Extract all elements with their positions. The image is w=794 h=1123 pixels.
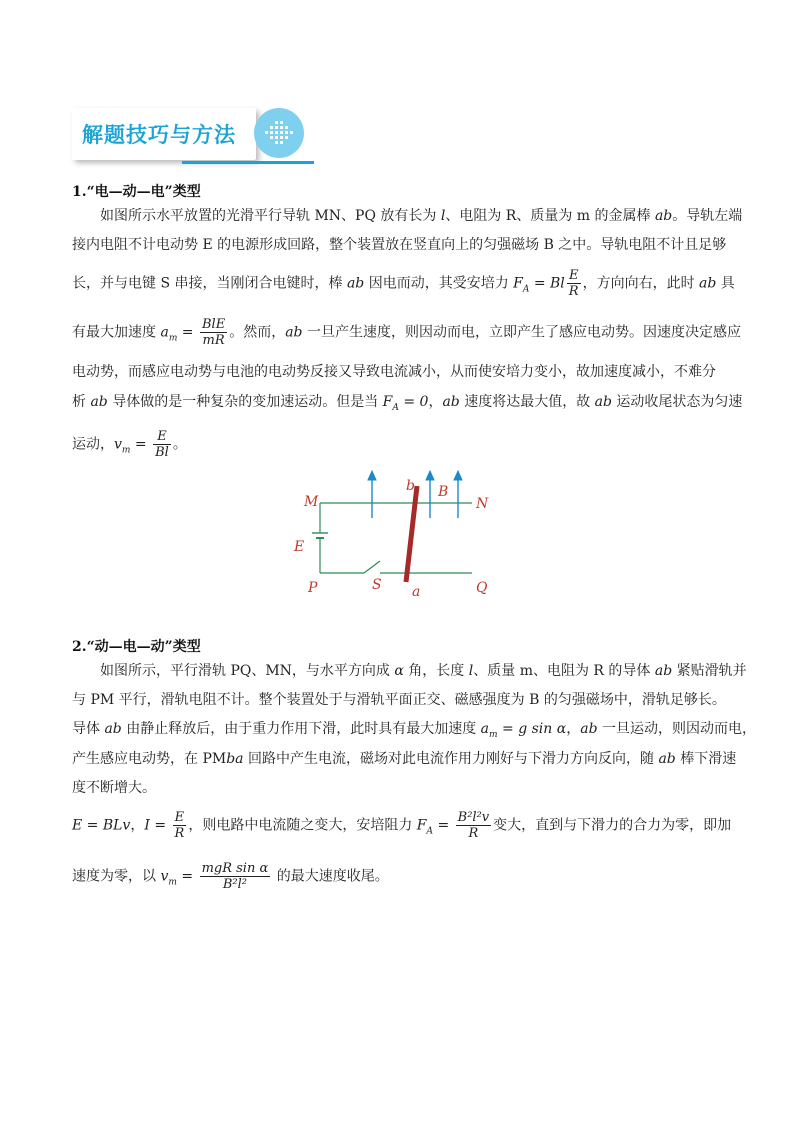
fraction: [200, 317, 227, 348]
s1-line3: [72, 268, 735, 299]
numerator: E: [153, 429, 171, 445]
text: ，: [428, 394, 443, 410]
grid-icon: [254, 108, 304, 158]
banner-underline: [182, 161, 314, 164]
math-var: ab: [658, 751, 676, 767]
math-sub: A: [392, 402, 399, 413]
label-B: B: [438, 484, 449, 500]
field-arrow-head: [454, 471, 462, 480]
fraction: [200, 861, 271, 892]
denominator: Bl: [155, 445, 169, 460]
banner-title: 解题技巧与方法: [82, 123, 236, 147]
text: 因电而动，其受安培力: [364, 275, 514, 292]
math-var: a: [480, 721, 490, 737]
s1-line4: [72, 317, 741, 348]
math-var: ab: [654, 663, 673, 679]
math-var: F: [416, 817, 427, 834]
s1-line2: 接内电阻不计电动势 E 的电源形成回路，整个装置放在竖直向上的匀强磁场 B 之中。导轨电阻不计且足够: [72, 237, 727, 253]
s2-line2: 与 PM 平行，滑轨电阻不计。整个装置处于与滑轨平面正交、磁感强度为 B 的匀强磁场中，滑轨足够长。: [72, 692, 726, 708]
label-b: b: [406, 478, 415, 494]
field-arrow-head: [426, 471, 434, 480]
math-sub: A: [426, 826, 433, 837]
math-var: v: [160, 868, 169, 885]
math-sub: m: [168, 333, 178, 344]
numerator: BlE: [202, 317, 226, 332]
text: 如图所示，平行滑轨 PQ、MN，与水平方向成: [100, 663, 395, 679]
text: ，: [130, 817, 145, 834]
math-var: E = BLv: [72, 817, 131, 834]
label-S: S: [372, 577, 382, 593]
denominator: R: [174, 826, 185, 841]
math-var: F: [513, 275, 523, 292]
fraction: [456, 810, 491, 841]
math-var: v: [114, 436, 122, 453]
math-var: ab: [654, 208, 673, 224]
math-var: ab: [90, 394, 108, 410]
numerator: E: [173, 810, 187, 826]
fraction: [567, 268, 581, 299]
text: 。然而，: [229, 324, 286, 341]
math-var: F: [382, 394, 393, 410]
math-var: l: [440, 208, 446, 224]
math-var: = Bl: [529, 275, 565, 292]
s2-line7: [72, 861, 389, 892]
text: 由静止释放后，由于重力作用下滑，此时具有最大加速度: [121, 721, 481, 737]
math-var: = g sin α: [497, 721, 567, 737]
metal-rod-ab: [406, 486, 417, 582]
s2-line3: [72, 718, 756, 740]
s1-line7: [72, 429, 187, 460]
text: 紧贴滑轨并: [672, 663, 747, 679]
math-sub: m: [489, 729, 498, 740]
text: 回路中产生电流，磁场对此电流作用力刚好与下滑力方向反向，随: [243, 751, 659, 767]
math-var: =: [177, 324, 198, 341]
denominator: B²l²: [222, 877, 247, 892]
text: 产生感应电动势，在 PM: [72, 751, 227, 767]
text: 的最大速度收尾。: [272, 868, 389, 885]
numerator: B²l²v: [457, 810, 490, 825]
text: 、电阻为 R、质量为 m 的金属棒: [445, 208, 655, 224]
math-sub: m: [121, 445, 131, 456]
circuit-diagram: [280, 470, 520, 600]
s1-line1: [72, 205, 742, 225]
label-P: P: [308, 580, 318, 596]
text: 速度为零，以: [72, 868, 161, 885]
math-sub: A: [522, 284, 530, 295]
math-var: ab: [580, 721, 598, 737]
math-sub: m: [168, 877, 177, 888]
denominator: R: [568, 284, 579, 299]
label-Q: Q: [476, 580, 488, 596]
math-var: I =: [144, 817, 171, 834]
banner-box: [72, 108, 256, 160]
s2-line6: [72, 810, 731, 841]
text: 。: [172, 436, 187, 453]
section1-heading: 1.“电—动—电”类型: [72, 184, 201, 200]
denominator: mR: [202, 333, 225, 348]
numerator: E: [567, 268, 581, 284]
math-var: ab: [442, 394, 460, 410]
text: 运动收尾状态为匀速: [611, 394, 743, 410]
text: 角，长度: [403, 663, 469, 679]
math-var: α: [394, 663, 404, 679]
math-var: ab: [699, 275, 717, 292]
field-arrow-head: [368, 471, 376, 480]
text: 、质量 m、电阻为 R 的导体: [473, 663, 655, 679]
label-M: M: [304, 494, 319, 510]
math-var: ab: [594, 394, 612, 410]
text: 导体: [72, 721, 105, 737]
text: 析: [72, 394, 91, 410]
math-var: =: [433, 817, 454, 834]
math-var: =: [176, 868, 198, 885]
text: ，则电路中电流随之变大，安培阻力: [188, 817, 417, 834]
text: ，方向向右，此时: [582, 275, 700, 292]
s2-line1: [72, 660, 747, 680]
switch-blade: [364, 561, 380, 573]
text: 如图所示水平放置的光滑平行导轨 MN、PQ 放有长为: [100, 208, 441, 224]
label-a: a: [412, 584, 421, 600]
math-var: = 0: [398, 394, 429, 410]
s1-line5: 电动势，而感应电动势与电池的电动势反接又导致电流减小，从而使安培力变小，故加速度减小，不难分: [72, 364, 716, 380]
math-var: a: [160, 324, 169, 341]
section2-heading: 2.“动—电—动”类型: [72, 639, 201, 655]
section-banner: [72, 106, 314, 164]
text: 一旦运动，则因动而电，: [597, 721, 756, 737]
text: 有最大加速度: [72, 324, 161, 341]
text: 一旦产生速度，则因动而电，立即产生了感应电动势。因速度决定感应: [302, 324, 741, 341]
math-var: ab: [346, 275, 365, 292]
math-var: l: [468, 663, 474, 679]
text: 长，并与电键 S 串接，当刚闭合电键时，棒: [72, 275, 347, 292]
text: 运动，: [72, 436, 114, 453]
math-var: ba: [226, 751, 244, 767]
text: ，: [566, 721, 581, 737]
s1-line6: [72, 391, 742, 413]
fraction: [173, 810, 187, 841]
denominator: R: [468, 826, 479, 841]
fraction: [153, 429, 171, 460]
text: 。导轨左端: [672, 208, 743, 224]
math-var: ab: [285, 324, 303, 341]
s2-line4: [72, 748, 736, 768]
label-E: E: [294, 539, 305, 555]
math-var: ab: [104, 721, 122, 737]
text: 导体做的是一种复杂的变加速运动。但是当: [107, 394, 383, 410]
text: 变大，直到与下滑力的合力为零，即加: [493, 817, 732, 834]
text: 速度将达最大值，故: [459, 394, 595, 410]
label-N: N: [476, 496, 489, 512]
s2-line5: 度不断增大。: [72, 780, 156, 796]
text: 具: [716, 275, 735, 292]
math-var: =: [130, 436, 152, 453]
numerator: mgR sin α: [201, 861, 269, 876]
text: 棒下滑速: [675, 751, 737, 767]
